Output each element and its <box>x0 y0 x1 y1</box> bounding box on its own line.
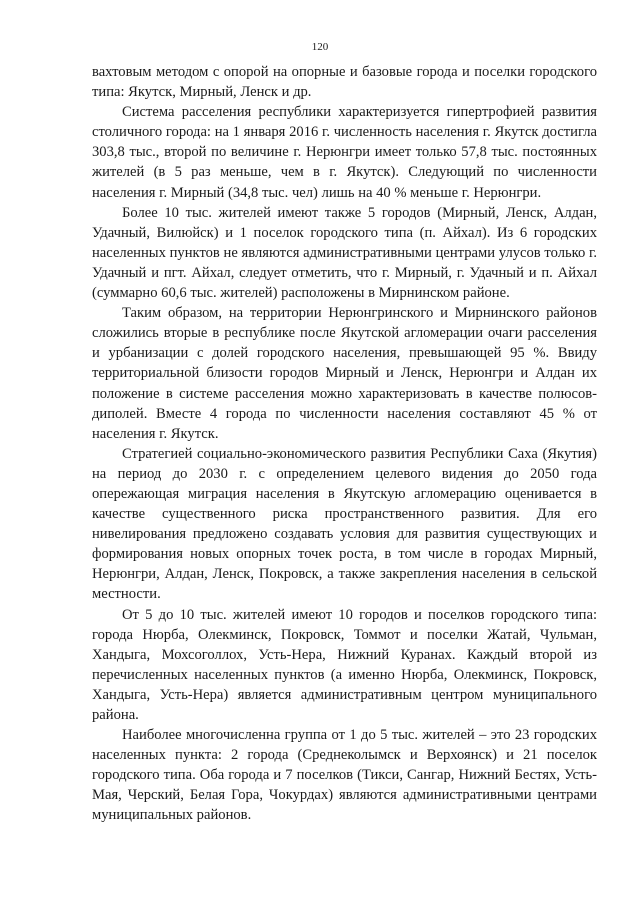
paragraph-1: вахтовым методом с опорой на опорные и базовые города и поселки городского типа: Якутск, Мирный, Ленск и др. <box>92 64 597 101</box>
paragraph-7: Наиболее многочисленна группа от 1 до 5 тыс. жителей – это 23 городских населенных пункта: 2 города (Среднеколымск и Верхоянск) и 21 поселок городского типа. Оба города и 7 поселков (Тикси, Сангар, Нижний Бестях, Усть-Мая, Черский, Белая Гора, Чокурдах) являются административными центрами муниципальных районов. <box>92 727 597 824</box>
paragraph-5: Стратегией социально-экономического развития Республики Саха (Якутия) на период до 2030 г. с определением целевого видения до 2050 года опережающая миграция населения в Якутскую агломерацию оценивается в качестве существенного риска пространственного развития. Для его нивелирования предложено создавать условия для развития существующих и формирования новых опорных точек роста, в том числе в городах Мирный, Нерюнгри, Алдан, Ленск, Покровск, а также закрепления населения в сельской местности. <box>92 445 597 603</box>
paragraph-6: От 5 до 10 тыс. жителей имеют 10 городов и поселков городского типа: города Нюрба, Олекминск, Покровск, Томмот и поселки Жатай, Чульман, Хандыга, Мохсоголлох, Усть-Нера, Нижний Куранах. Каждый второй из перечисленных населенных пунктов (а именно Нюрба, Олекминск, Покровск, Хандыга, Усть-Нера) является административным центром муниципального района. <box>92 606 597 723</box>
page-number: 120 <box>311 41 329 53</box>
paragraph-3: Более 10 тыс. жителей имеют также 5 городов (Мирный, Ленск, Алдан, Удачный, Вилюйск) и 1 поселок городского типа (п. Айхал). Из 6 городских населенных пунктов не являются административными центрами улусов только г. Удачный и пгт. Айхал, следует отметить, что г. Мирный, г. Удачный и п. Айхал (суммарно 60,6 тыс. жителей) расположены в Мирнинском районе. <box>92 204 597 302</box>
paragraph-2: Система расселения республики характеризуется гипертрофией развития столичного города: на 1 января 2016 г. численность населения г. Якутск достигла 303,8 тыс., второй по величине г. Нерюнгри имеет только 57,8 тыс. постоянных жителей (в 5 раз меньше, чем в г. Якутск). Следующий по численности населения г. Мирный (34,8 тыс. чел) лишь на 40 % меньше г. Нерюнгри. <box>92 104 597 201</box>
document-body <box>92 62 597 826</box>
paragraph-4: Таким образом, на территории Нерюнгринского и Мирнинского районов сложились вторые в республике после Якутской агломерации очаги расселения и урбанизации с долей городского населения, превышающей 95 %. Ввиду территориальной близости городов Мирный и Ленск, Нерюнгри и Алдан их положение в системе расселения можно характеризовать в качестве полюсов-диполей. Вместе 4 города по численности населения составляют 45 % от населения г. Якутск. <box>92 305 597 442</box>
